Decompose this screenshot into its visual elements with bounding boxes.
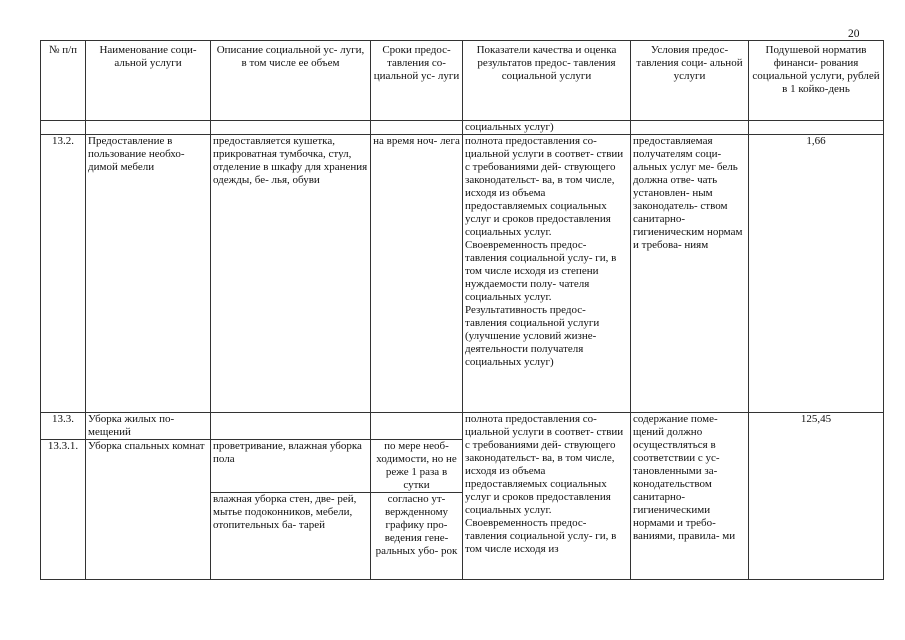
- header-number: № п/п: [41, 41, 86, 121]
- description-13-2: предоставляется кушетка, прикроватная тумбочка, стул, отделение в шкафу для хранения одежды, бе- лья, обуви: [211, 135, 371, 413]
- cont-norm-cell: [749, 121, 884, 135]
- row-number-13-3: 13.3.: [41, 413, 86, 440]
- row-number-13-3-1: 13.3.1.: [41, 440, 86, 580]
- norm-13-2: 1,66: [749, 135, 884, 413]
- description-13-3-1-a: проветривание, влажная уборка пола: [211, 440, 371, 493]
- conditions-13-3: содержание поме- щений должно осуществляться в соответствии с ус- тановленными за- конодательством санитарно- гигиеническими нормами и требо- ваниями, правила- ми: [631, 413, 749, 580]
- header-conditions: Условия предос- тавления соци- альной услуги: [631, 41, 749, 121]
- terms-13-3-1-b: согласно ут- вержденному графику про- ведения гене- ральных убо- рок: [371, 493, 463, 580]
- page-number: 20: [848, 28, 860, 40]
- table-row-13-2: [41, 135, 884, 413]
- table-row-13-3: [41, 413, 884, 440]
- quality-13-3: полнота предоставления со- циальной услуги в соответ- ствии с требованиями дей- ствующего законодательст- ва, в том числе, исходя из объема предоставляемых социальных услуг и сроков предоставления социальных услуг. Своевременность предос- тавления социальной услу- ги, в том числе исходя из: [463, 413, 631, 580]
- description-13-3-1-b: влажная уборка стен, две- рей, мытье подоконников, мебели, отопительных ба- тарей: [211, 493, 371, 580]
- cont-description-cell: [211, 121, 371, 135]
- header-terms: Сроки предос- тавления со- циальной ус- луги: [371, 41, 463, 121]
- terms-13-3-1-a: по мере необ- ходимости, но не реже 1 раза в сутки: [371, 440, 463, 493]
- table-row-continuation: [41, 121, 884, 135]
- cont-name-cell: [86, 121, 211, 135]
- cont-quality-cell: социальных услуг): [463, 121, 631, 135]
- header-norm: Подушевой норматив финанси- рования социальной услуги, рублей в 1 койко-день: [749, 41, 884, 121]
- cont-number-cell: [41, 121, 86, 135]
- service-name-13-3-1: Уборка спальных комнат: [86, 440, 211, 580]
- description-13-3: [211, 413, 371, 440]
- terms-13-3: [371, 413, 463, 440]
- cont-conditions-cell: [631, 121, 749, 135]
- row-number-13-2: 13.2.: [41, 135, 86, 413]
- social-services-table: [40, 40, 884, 580]
- service-name-13-2: Предоставление в пользование необхо- димой мебели: [86, 135, 211, 413]
- header-description: Описание социальной ус- луги, в том числе ее объем: [211, 41, 371, 121]
- header-service-name: Наименование соци- альной услуги: [86, 41, 211, 121]
- header-quality: Показатели качества и оценка результатов предос- тавления социальной услуги: [463, 41, 631, 121]
- service-name-13-3: Уборка жилых по- мещений: [86, 413, 211, 440]
- quality-13-2: полнота предоставления со- циальной услуги в соответ- ствии с требованиями дей- ствующего законодательст- ва, в том числе, исходя из объема предоставляемых социальных услуг и сроков предоставления социальных услуг. Своевременность предос- тавления социальной услу- ги, в том числе исходя из степени нуждаемости полу- чателя социальных услуг. Результативность предос- тавления социальной услуги (улучшение условий жизне- деятельности получателя социальных услуг): [463, 135, 631, 413]
- table-header-row: [41, 41, 884, 121]
- norm-13-3: 125,45: [749, 413, 884, 580]
- terms-13-2: на время ноч- лега: [371, 135, 463, 413]
- conditions-13-2: предоставляемая получателям соци- альных услуг ме- бель должна отве- чать установлен- ным законодатель- ством санитарно- гигиеническим нормам и требова- ниям: [631, 135, 749, 413]
- cont-terms-cell: [371, 121, 463, 135]
